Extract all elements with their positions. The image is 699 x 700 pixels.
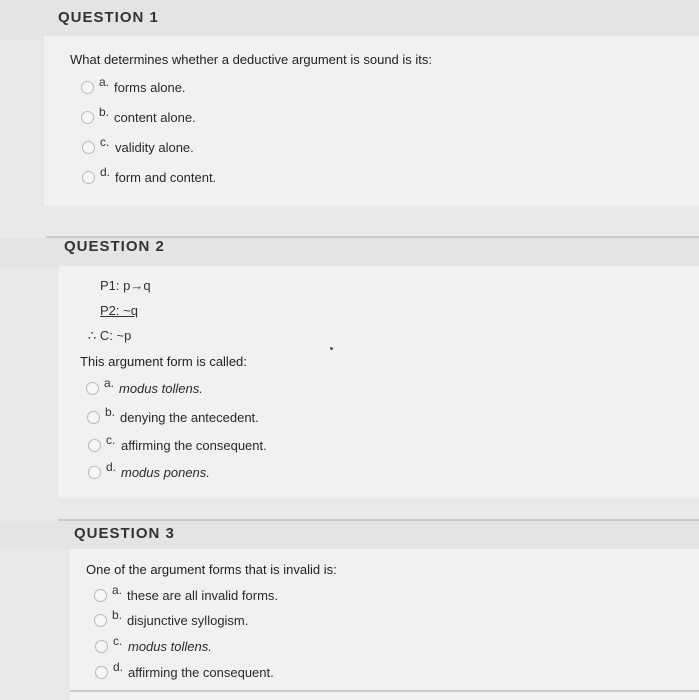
premise-2: P2: ~q <box>100 303 138 318</box>
question-3-prompt: One of the argument forms that is invalid is: <box>86 562 337 577</box>
option-letter: d. <box>113 660 124 674</box>
option-letter: b. <box>112 608 123 622</box>
radio-button[interactable] <box>94 589 107 602</box>
radio-button[interactable] <box>82 141 95 154</box>
question-2-title: QUESTION 2 <box>64 238 165 255</box>
option-text: validity alone. <box>115 140 194 155</box>
radio-button[interactable] <box>81 111 94 124</box>
conclusion: ∴ C: ~p <box>88 328 132 343</box>
option-text: affirming the consequent. <box>128 665 274 680</box>
option-text: form and content. <box>115 170 217 185</box>
option-letter: a. <box>104 376 115 390</box>
option-text: content alone. <box>114 110 196 125</box>
option-text: modus tollens. <box>119 381 203 396</box>
option-letter: a. <box>112 583 123 597</box>
option-text: affirming the consequent. <box>121 438 267 453</box>
radio-button[interactable] <box>95 640 108 653</box>
option-letter: d. <box>100 165 111 179</box>
radio-button[interactable] <box>94 614 107 627</box>
question-2-prompt: This argument form is called: <box>80 354 247 369</box>
option-text: modus ponens. <box>121 465 210 480</box>
radio-button[interactable] <box>82 171 95 184</box>
question-1-prompt: What determines whether a deductive argument is sound is its: <box>70 52 433 67</box>
option-text: modus tollens. <box>128 639 212 654</box>
option-text: disjunctive syllogism. <box>127 613 249 628</box>
option-letter: d. <box>106 460 117 474</box>
option-letter: c. <box>113 634 123 648</box>
option-letter: b. <box>99 105 110 119</box>
option-letter: c. <box>100 135 110 149</box>
radio-button[interactable] <box>86 382 99 395</box>
option-letter: c. <box>106 433 116 447</box>
speck <box>330 347 333 350</box>
question-1-title: QUESTION 1 <box>58 9 159 26</box>
option-text: forms alone. <box>114 80 186 95</box>
radio-button[interactable] <box>95 666 108 679</box>
question-3-title: QUESTION 3 <box>74 525 175 542</box>
radio-button[interactable] <box>88 466 101 479</box>
radio-button[interactable] <box>88 439 101 452</box>
option-text: these are all invalid forms. <box>127 588 279 603</box>
option-letter: b. <box>105 405 116 419</box>
option-letter: a. <box>99 75 110 89</box>
premise-1: P1: p→q <box>100 278 151 293</box>
radio-button[interactable] <box>87 411 100 424</box>
divider <box>70 690 699 692</box>
option-text: denying the antecedent. <box>120 410 259 425</box>
radio-button[interactable] <box>81 81 94 94</box>
